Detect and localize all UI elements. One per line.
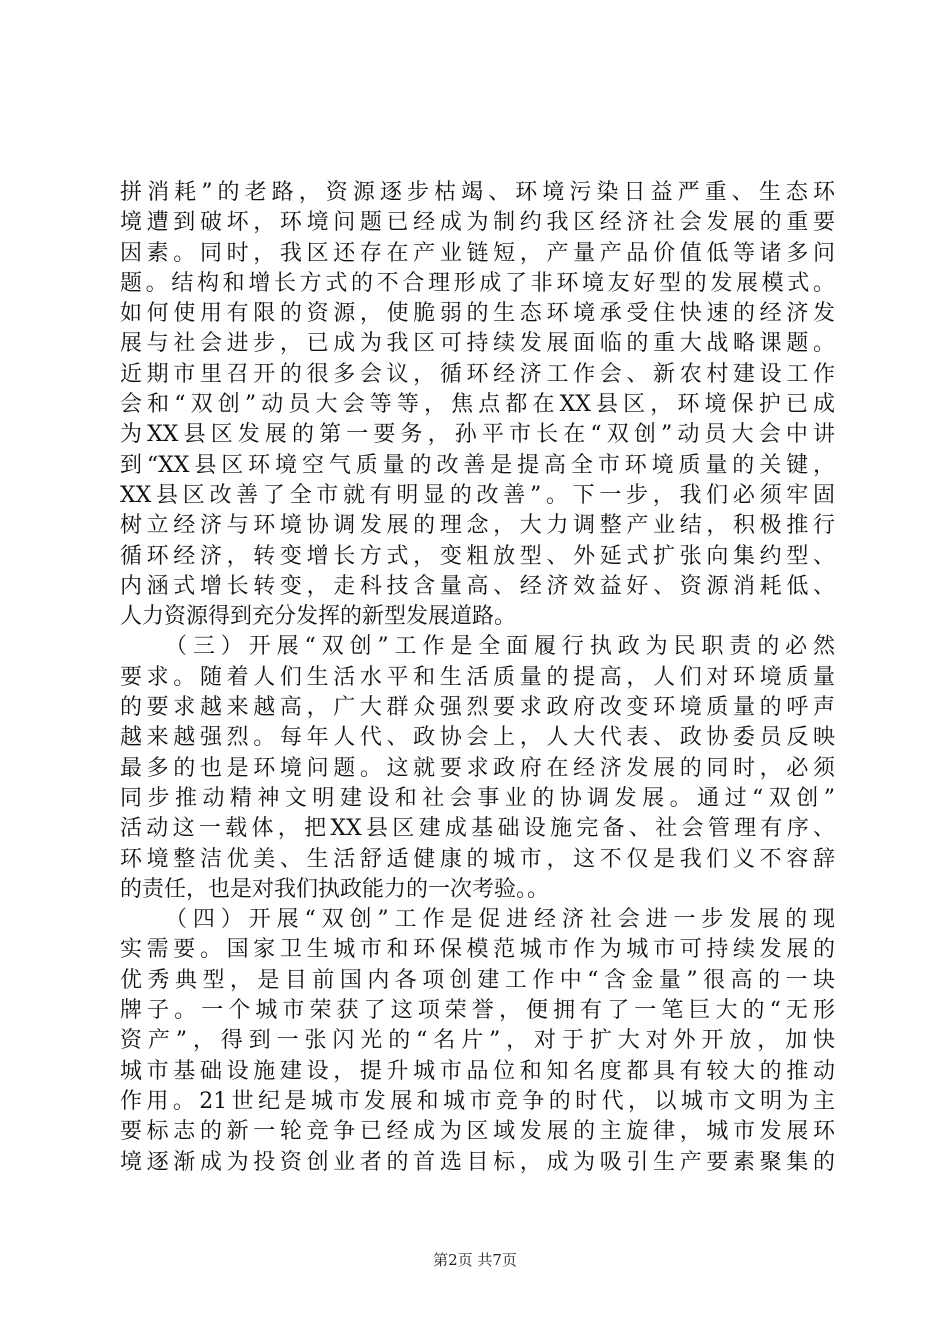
page-footer: 第2页 共7页 (433, 1251, 517, 1269)
text-line: 环境整洁优美、生活舒适健康的城市，这不仅是我们义不容辞 (120, 846, 835, 872)
text-line: 境遭到破坏，环境问题已经成为制约我区经济社会发展的重要 (120, 210, 835, 236)
text-line: 最多的也是环境问题。这就要求政府在经济发展的同时，必须 (120, 755, 835, 781)
text-line: 为XX县区发展的第一要务，孙平市长在“双创”动员大会中讲 (120, 422, 835, 448)
text-line: 到“XX县区环境空气质量的改善是提高全市环境质量的关键， (120, 452, 835, 478)
text-line: 资产”，得到一张闪光的“名片”，对于扩大对外开放，加快 (120, 1028, 835, 1054)
text-line: 展与社会进步，已成为我区可持续发展面临的重大战略课题。 (120, 331, 835, 357)
text-line: 实需要。国家卫生城市和环保模范城市作为城市可持续发展的 (120, 937, 835, 963)
text-line: 如何使用有限的资源，使脆弱的生态环境承受住快速的经济发 (120, 301, 835, 327)
text-line: （三）开展“双创”工作是全面履行执政为民职责的必然 (165, 634, 835, 660)
text-line: 树立经济与环境协调发展的理念，大力调整产业结，积极推行 (120, 513, 835, 539)
text-line: 人力资源得到充分发挥的新型发展道路。 (120, 604, 517, 630)
text-line: 活动这一载体，把XX县区建成基础设施完备、社会管理有序、 (120, 816, 835, 842)
text-line: 作用。21世纪是城市发展和城市竞争的时代，以城市文明为主 (120, 1088, 835, 1114)
text-line: 境逐渐成为投资创业者的首选目标，成为吸引生产要素聚集的 (120, 1149, 835, 1175)
text-line: 要标志的新一轮竞争已经成为区域发展的主旋律，城市发展环 (120, 1119, 835, 1145)
text-line: 近期市里召开的很多会议，循环经济工作会、新农村建设工作 (120, 361, 835, 387)
text-line: 要求。随着人们生活水平和生活质量的提高，人们对环境质量 (120, 664, 835, 690)
text-line: 牌子。一个城市荣获了这项荣誉，便拥有了一笔巨大的“无形 (120, 998, 835, 1024)
text-line: 城市基础设施建设，提升城市品位和知名度都具有较大的推动 (120, 1058, 835, 1084)
text-line: 优秀典型，是目前国内各项创建工作中“含金量”很高的一块 (120, 967, 835, 993)
text-line: 同步推动精神文明建设和社会事业的协调发展。通过“双创” (120, 785, 835, 811)
text-line: 会和“双创”动员大会等等，焦点都在XX县区，环境保护已成 (120, 392, 835, 418)
text-line: 越来越强烈。每年人代、政协会上，人大代表、政协委员反映 (120, 725, 835, 751)
text-line: 因素。同时，我区还存在产业链短，产量产品价值低等诸多问 (120, 240, 835, 266)
document-body (120, 178, 835, 1178)
text-line: 内涵式增长转变，走科技含量高、经济效益好、资源消耗低、 (120, 573, 835, 599)
text-line: （四）开展“双创”工作是促进经济社会进一步发展的现 (165, 907, 835, 933)
text-line: 拼消耗”的老路，资源逐步枯竭、环境污染日益严重、生态环 (120, 180, 835, 205)
text-line: XX县区改善了全市就有明显的改善”。下一步，我们必须牢固 (120, 482, 835, 508)
text-line: 的要求越来越高，广大群众强烈要求政府改变环境质量的呼声 (120, 695, 835, 721)
text-line: 的责任，也是对我们执政能力的一次考验。。 (120, 876, 550, 902)
text-line: 题。结构和增长方式的不合理形成了非环境友好型的发展模式。 (120, 270, 835, 296)
text-line: 循环经济，转变增长方式，变粗放型、外延式扩张向集约型、 (120, 543, 835, 569)
